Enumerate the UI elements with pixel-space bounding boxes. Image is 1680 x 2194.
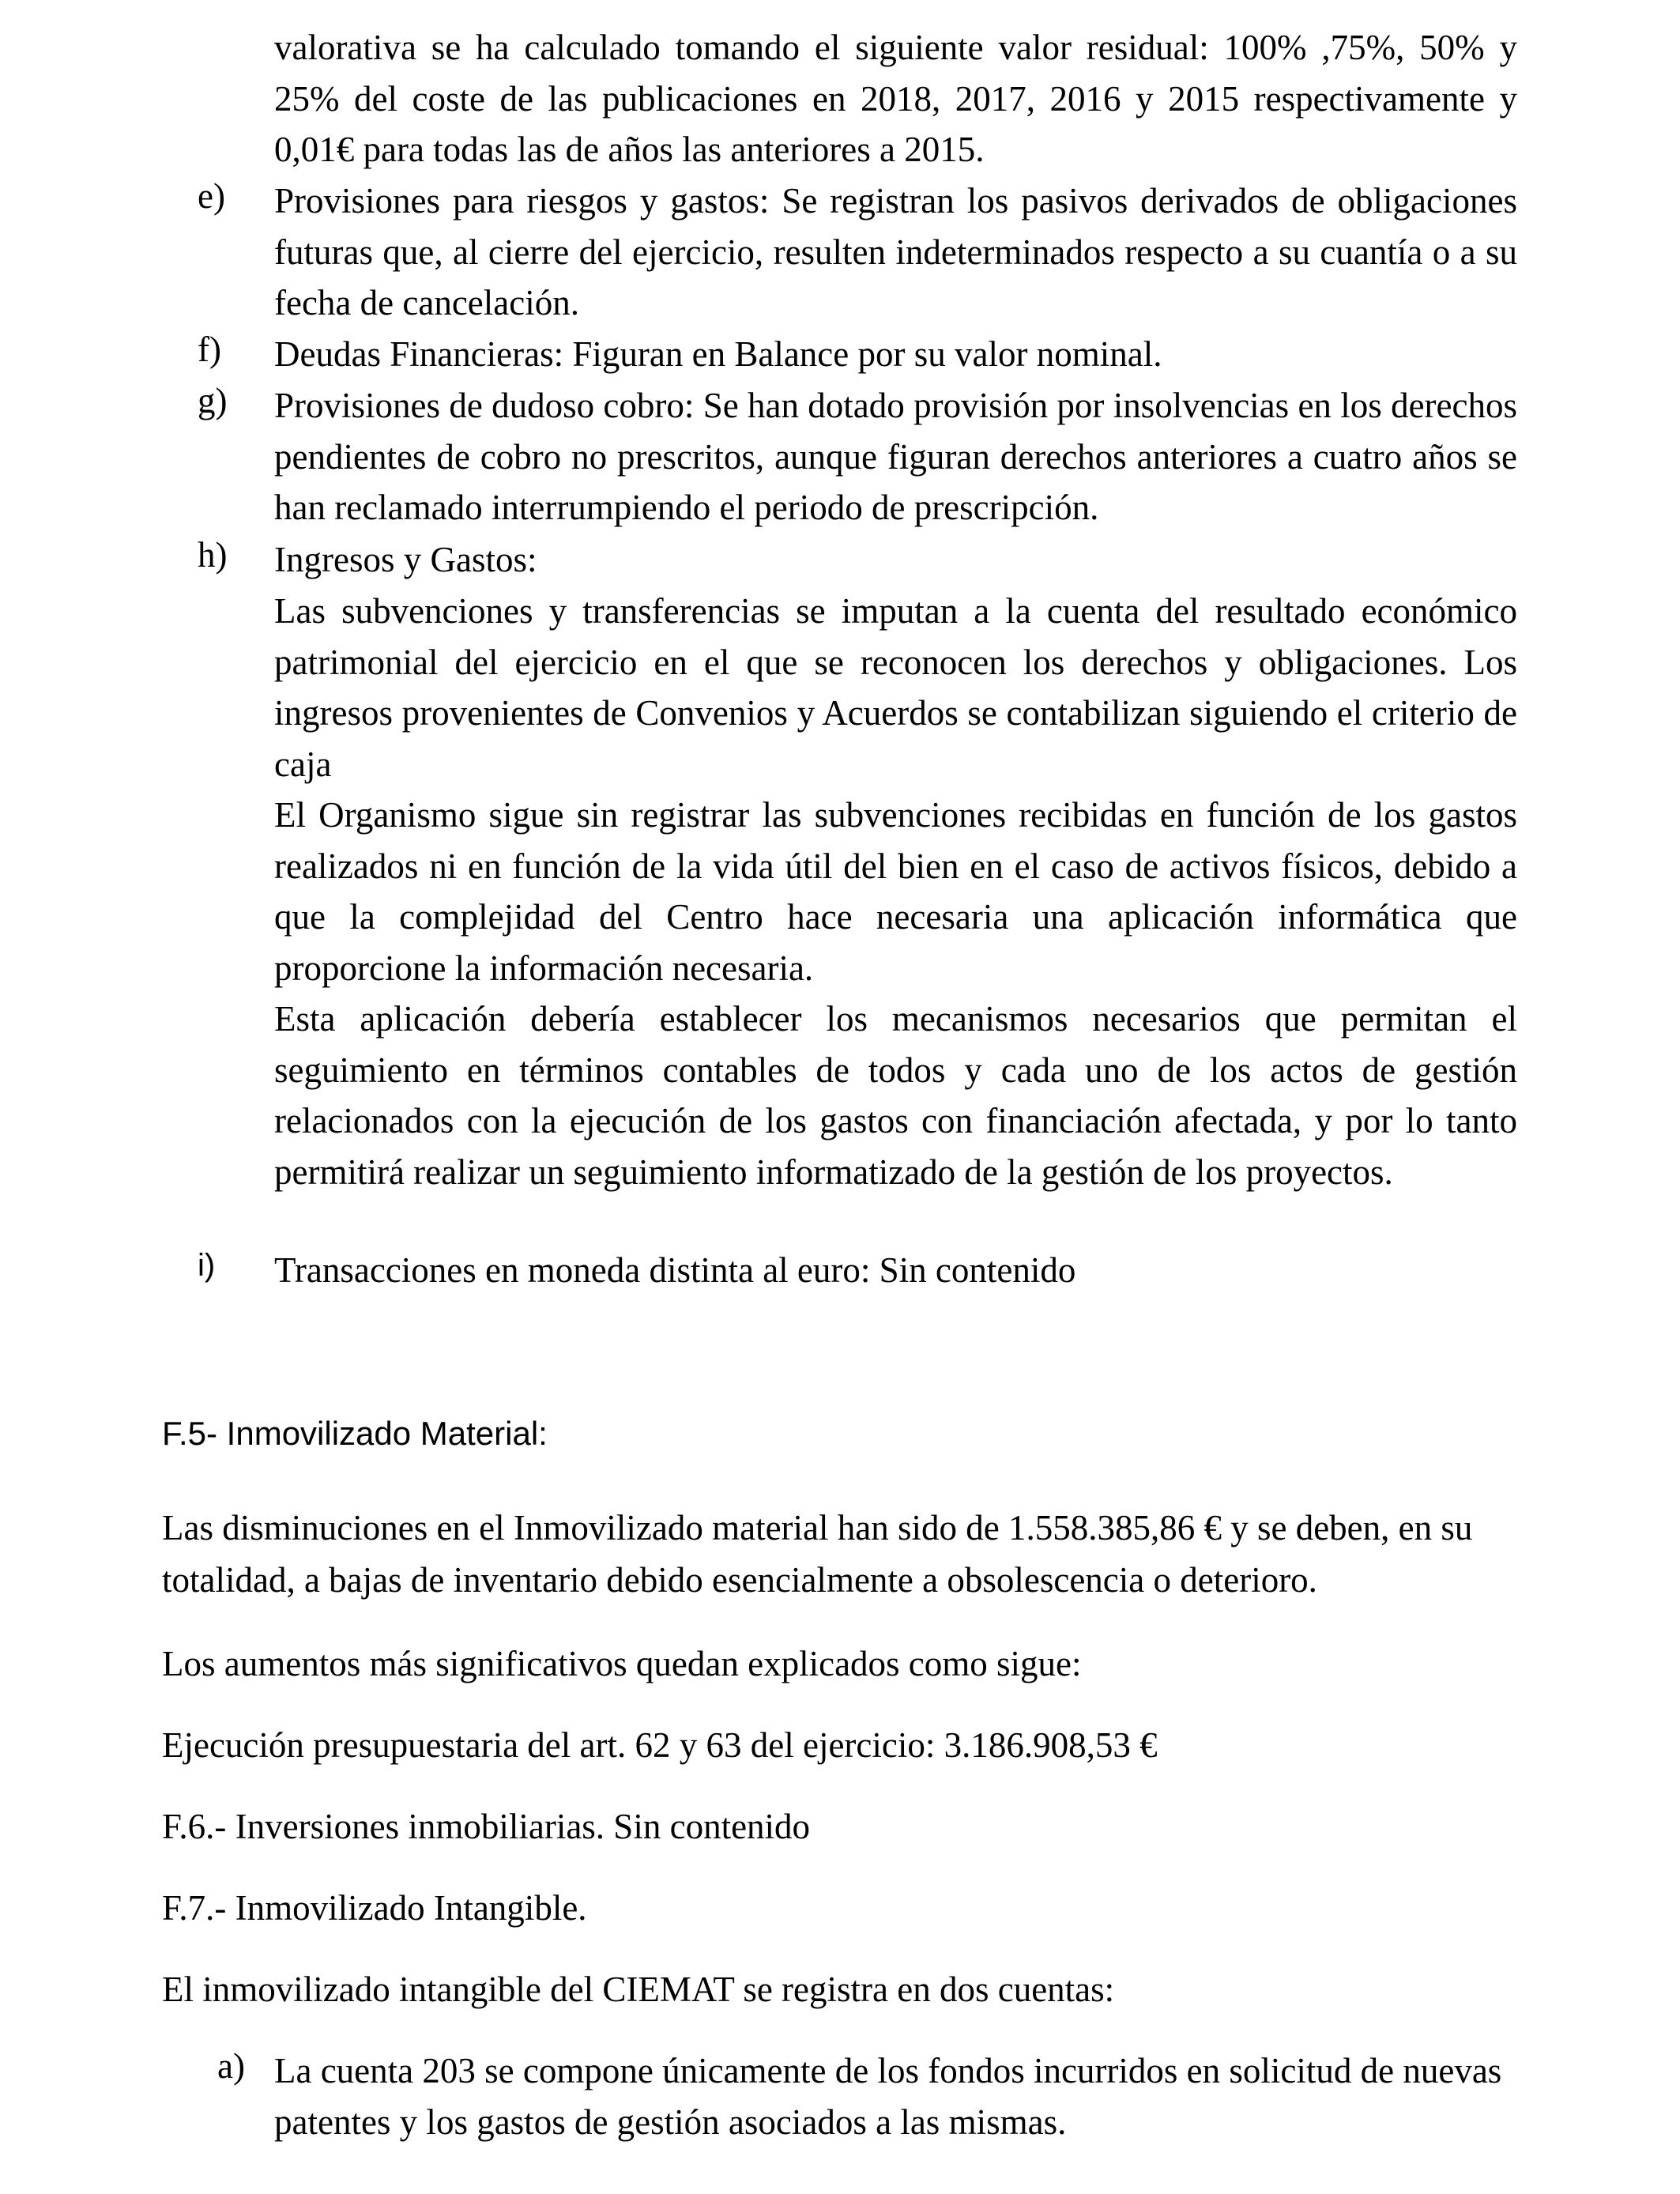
list-item-text: Provisiones para riesgos y gastos: Se registran los pasivos derivados de obligaciones futuras que, al cierre del ejercicio, resulten indeterminados respecto a su cuantía o a su fecha de cancelación. (274, 181, 1517, 322)
h-paragraph-3: Esta aplicación debería establecer los mecanismos necesarios que permitan el seguimiento en términos contables de todos y cada uno de los actos de gestión relacionados con la ejecución de los gastos con financiación afectada, y por lo tanto permitirá realizar un seguimiento informatizado de la gestión de los proyectos. (274, 999, 1517, 1192)
f5-paragraph-2: Los aumentos más significativos quedan explicados como sigue: (162, 1644, 1082, 1683)
f7-intro: El inmovilizado intangible del CIEMAT se registra en dos cuentas: (162, 1970, 1115, 2009)
f5-paragraph-1: Las disminuciones en el Inmovilizado material han sido de 1.558.385,86 € y se deben, en su totalidad, a bajas de inventario debido esencialmente a obsolescencia o deterioro. (162, 1508, 1473, 1600)
list-marker: h) (198, 535, 228, 575)
h-paragraph-1: Las subvenciones y transferencias se imputan a la cuenta del resultado económico patrimonial del ejercicio en el que se reconocen los derechos y obligaciones. Los ingresos provenientes de Convenios y Acuerdos se contabilizan siguiendo el criterio de caja (274, 591, 1517, 784)
list-marker: a) (217, 2046, 245, 2086)
list-item-text: La cuenta 203 se compone únicamente de los fondos incurridos en solicitud de nuevas patentes y los gastos de gestión asociados a las mismas. (274, 2051, 1502, 2142)
list-item-text: Transacciones en moneda distinta al euro: Sin contenido (274, 1250, 1076, 1290)
section-heading-f6: F.6.- Inversiones inmobiliarias. Sin contenido (162, 1807, 811, 1846)
list-item-text: Ingresos y Gastos: (274, 540, 537, 579)
list-marker: i) (198, 1248, 216, 1283)
list-item-text: Deudas Financieras: Figuran en Balance por su valor nominal. (274, 334, 1162, 374)
list-marker: e) (198, 176, 225, 216)
continuation-paragraph: valorativa se ha calculado tomando el siguiente valor residual: 100% ,75%, 50% y 25% del coste de las publicaciones en 2018, 2017, 2016 y 2015 respectivamente y 0,01€ para todas las de años las anteriores a 2015. (274, 28, 1517, 169)
list-marker: g) (198, 381, 228, 420)
section-heading-f5: F.5- Inmovilizado Material: (162, 1415, 548, 1452)
h-paragraph-2: El Organismo sigue sin registrar las subvenciones recibidas en función de los gastos realizados ni en función de la vida útil del bien en el caso de activos físicos, debido a que la complejidad del Centro hace necesaria una aplicación informática que proporcione la información necesaria. (274, 795, 1517, 988)
section-heading-f7: F.7.- Inmovilizado Intangible. (162, 1888, 587, 1928)
list-marker: f) (198, 330, 221, 369)
f5-paragraph-3: Ejecución presupuestaria del art. 62 y 63 del ejercicio: 3.186.908,53 € (162, 1725, 1158, 1765)
list-item-text: Provisiones de dudoso cobro: Se han dotado provisión por insolvencias en los derechos pendientes de cobro no prescritos, aunque figuran derechos anteriores a cuatro años se han reclamado interrumpiendo el periodo de prescripción. (274, 386, 1517, 527)
